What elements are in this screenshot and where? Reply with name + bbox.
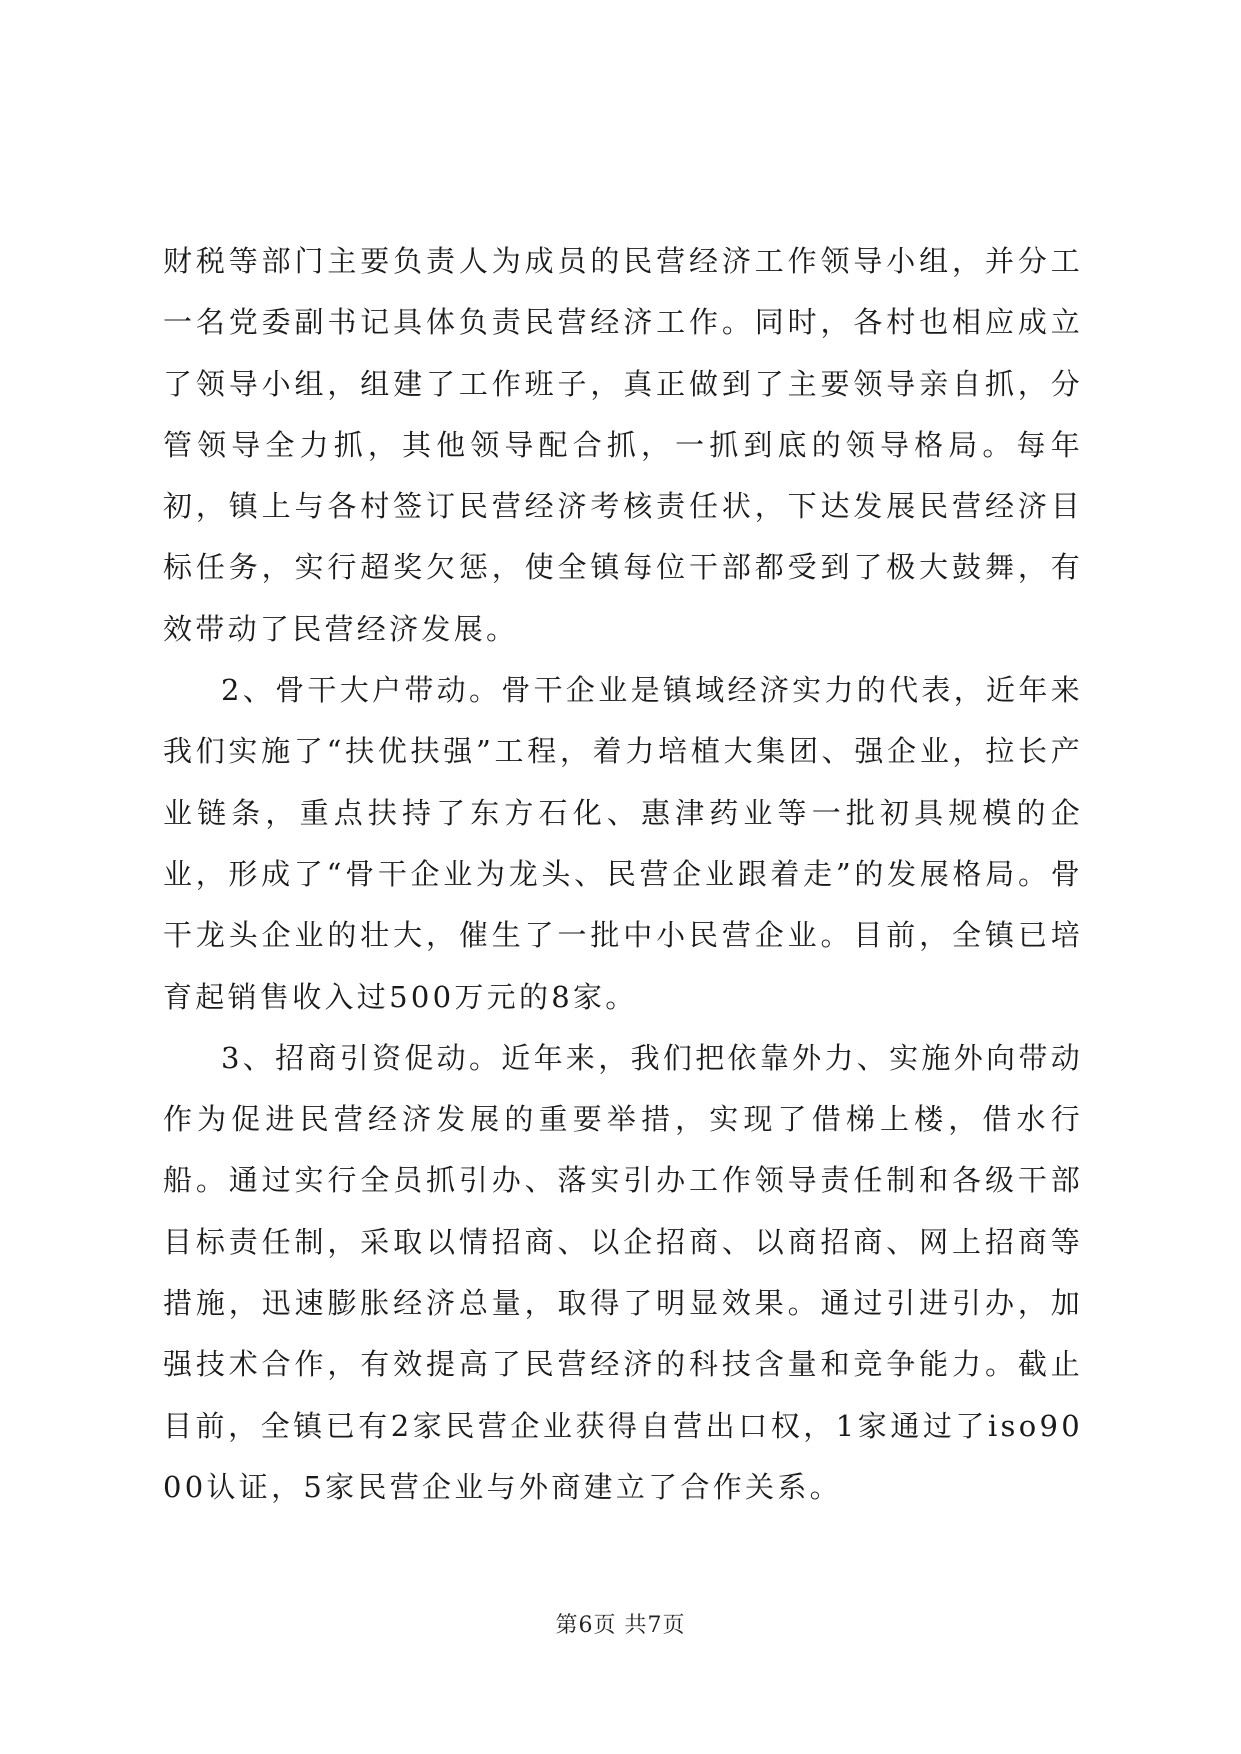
page-number-footer: 第6页 共7页 [555,1613,686,1638]
paragraph-1: 财税等部门主要负责人为成员的民营经济工作领导小组，并分工一名党委副书记具体负责民营经济工作。同时，各村也相应成立了领导小组，组建了工作班子，真正做到了主要领导亲自抓，分管领导全力抓，其他领导配合抓，一抓到底的领导格局。每年初，镇上与各村签订民营经济考核责任状，下达发展民营经济目标任务，实行超奖欠惩，使全镇每位干部都受到了极大鼓舞，有效带动了民营经济发展。 [163,244,1083,646]
paragraph-3: 3、招商引资促动。近年来，我们把依靠外力、实施外向带动作为促进民营经济发展的重要举措，实现了借梯上楼，借水行船。通过实行全员抓引办、落实引办工作领导责任制和各级干部目标责任制，采取以情招商、以企招商、以商招商、网上招商等措施，迅速膨胀经济总量，取得了明显效果。通过引进引办，加强技术合作，有效提高了民营经济的科技含量和竞争能力。截止目前，全镇已有2家民营企业获得自营出口权，1家通过了iso9000认证，5家民营企业与外商建立了合作关系。 [163,1040,1083,1504]
paragraph-2: 2、骨干大户带动。骨干企业是镇域经济实力的代表，近年来我们实施了“扶优扶强”工程，着力培植大集团、强企业，拉长产业链条，重点扶持了东方石化、惠津药业等一批初具规模的企业，形成了“骨干企业为龙头、民营企业跟着走”的发展格局。骨干龙头企业的壮大，催生了一批中小民营企业。目前，全镇已培育起销售收入过500万元的8家。 [163,673,1083,1014]
document-body [163,231,1083,1518]
